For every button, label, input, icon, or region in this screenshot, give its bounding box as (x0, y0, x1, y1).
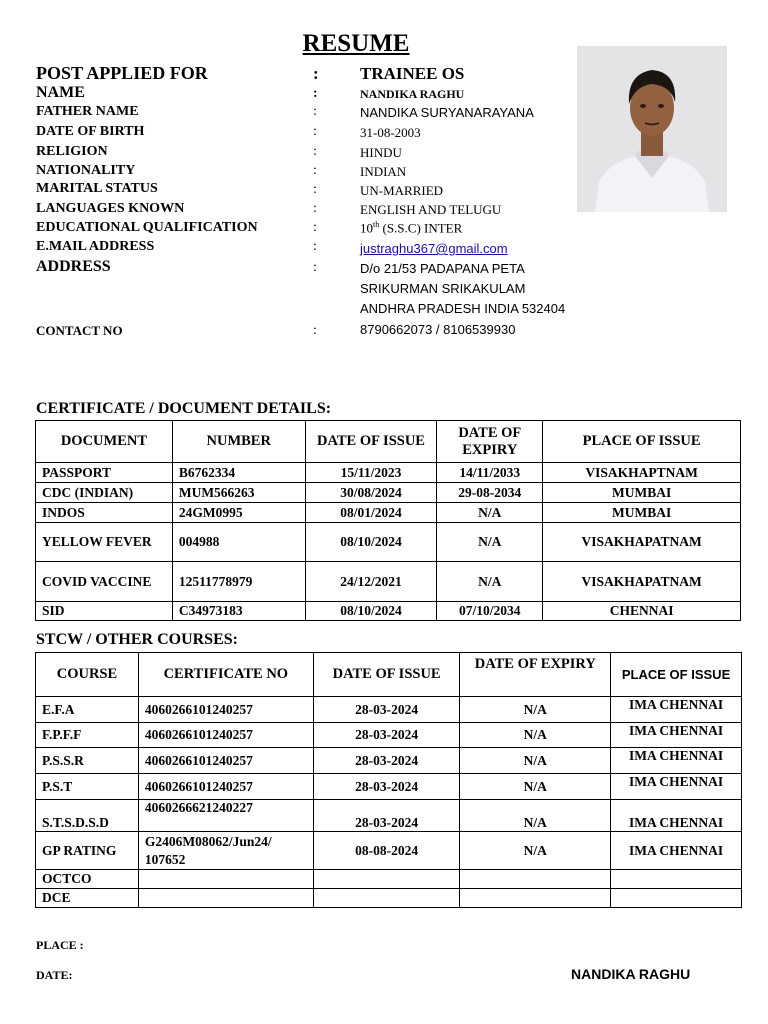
document-issue-date: 08/10/2024 (305, 602, 437, 621)
courses-section-title: STCW / OTHER COURSES: (36, 631, 238, 648)
document-number: B6762334 (172, 463, 305, 483)
education-value-sup: th (373, 220, 380, 229)
father-name-value: NANDIKA SURYANARAYANA (360, 105, 534, 120)
document-issue-date: 08/10/2024 (305, 523, 437, 562)
table-row (36, 748, 742, 774)
course-certificate-no: 4060266101240257 (138, 748, 313, 774)
document-number: 24GM0995 (172, 503, 305, 523)
courses-header-row (36, 653, 742, 697)
course-place: IMA CHENNAI (611, 697, 742, 723)
header-date-of-expiry: DATE OF EXPIRY (460, 653, 611, 697)
colon: : (313, 182, 317, 197)
colon: : (313, 239, 317, 254)
table-row (36, 870, 742, 889)
document-place: VISAKHAPATNAM (543, 562, 741, 602)
document-issue-date: 15/11/2023 (305, 463, 437, 483)
document-place: MUMBAI (543, 483, 741, 503)
document-issue-date: 30/08/2024 (305, 483, 437, 503)
course-issue-date: 28-03-2024 (313, 697, 460, 723)
course-expiry-date: N/A (460, 723, 611, 748)
table-row (36, 523, 741, 562)
religion-label: RELIGION (36, 144, 108, 159)
contact-label: CONTACT NO (36, 323, 123, 338)
languages-label: LANGUAGES KNOWN (36, 201, 185, 216)
table-row (36, 832, 742, 870)
table-row (36, 562, 741, 602)
colon: : (313, 104, 317, 119)
marital-status-label: MARITAL STATUS (36, 181, 158, 196)
colon: : (313, 201, 317, 216)
header-date-of-issue: DATE OF ISSUE (313, 653, 460, 697)
course-certificate-no: 4060266101240257 (138, 723, 313, 748)
colon: : (313, 163, 317, 178)
course-place: IMA CHENNAI (611, 774, 742, 800)
document-name: INDOS (36, 503, 173, 523)
post-applied-label: POST APPLIED FOR (36, 63, 208, 83)
document-number: 12511778979 (172, 562, 305, 602)
marital-status-value: UN-MARRIED (360, 183, 444, 198)
course-place: IMA CHENNAI (611, 748, 742, 774)
father-name-label: FATHER NAME (36, 104, 139, 119)
course-issue-date (313, 889, 460, 908)
date-label: DATE: (36, 968, 73, 982)
document-name: CDC (INDIAN) (36, 483, 173, 503)
table-row (36, 463, 741, 483)
course-name: P.S.S.R (36, 748, 139, 774)
colon: : (313, 220, 317, 235)
colon: : (313, 323, 317, 338)
name-label: NAME (36, 84, 85, 101)
header-date-of-issue: DATE OF ISSUE (305, 421, 437, 463)
document-issue-date: 08/01/2024 (305, 503, 437, 523)
document-expiry-date: N/A (437, 503, 543, 523)
languages-value: ENGLISH AND TELUGU (360, 202, 502, 217)
course-place (611, 870, 742, 889)
documents-header-row (36, 421, 741, 463)
post-applied-value: TRAINEE OS (360, 64, 465, 83)
document-place: VISAKHAPTNAM (543, 463, 741, 483)
document-name: PASSPORT (36, 463, 173, 483)
course-certificate-no: G2406M08062/Jun24/ 107652 (138, 832, 313, 870)
course-expiry-date: N/A (460, 832, 611, 870)
course-name: P.S.T (36, 774, 139, 800)
document-name: SID (36, 602, 173, 621)
course-issue-date: 28-03-2024 (313, 800, 460, 832)
course-place: IMA CHENNAI (611, 723, 742, 748)
signature-name: NANDIKA RAGHU (571, 966, 691, 982)
education-value (360, 220, 462, 236)
document-name: YELLOW FEVER (36, 523, 173, 562)
course-certificate-no: 4060266101240257 (138, 774, 313, 800)
email-link[interactable]: justraghu367@gmail.com (360, 241, 508, 256)
documents-section-title: CERTIFICATE / DOCUMENT DETAILS: (36, 400, 332, 417)
education-label: EDUCATIONAL QUALIFICATION (36, 220, 258, 235)
document-expiry-date: 14/11/2033 (437, 463, 543, 483)
course-name: GP RATING (36, 832, 139, 870)
header-number: NUMBER (172, 421, 305, 463)
table-row (36, 889, 742, 908)
email-label: E.MAIL ADDRESS (36, 239, 155, 254)
course-place: IMA CHENNAI (611, 832, 742, 870)
name-value: NANDIKA RAGHU (360, 87, 465, 101)
page-title: RESUME (302, 30, 410, 57)
course-issue-date: 28-03-2024 (313, 748, 460, 774)
document-name: COVID VACCINE (36, 562, 173, 602)
course-expiry-date: N/A (460, 800, 611, 832)
colon: : (313, 144, 317, 159)
colon: : (313, 86, 318, 101)
course-certificate-no: 4060266101240257 (138, 697, 313, 723)
course-name: OCTCO (36, 870, 139, 889)
colon: : (313, 64, 319, 83)
address-line-2: SRIKURMAN SRIKAKULAM (360, 281, 526, 296)
document-number: C34973183 (172, 602, 305, 621)
passport-photo (577, 46, 727, 212)
dob-label: DATE OF BIRTH (36, 124, 145, 139)
header-place-of-issue: PLACE OF ISSUE (611, 653, 742, 697)
document-expiry-date: N/A (437, 523, 543, 562)
course-name: F.P.F.F (36, 723, 139, 748)
contact-value: 8790662073 / 8106539930 (360, 322, 516, 337)
course-expiry-date: N/A (460, 697, 611, 723)
colon: : (313, 260, 317, 275)
document-expiry-date: 07/10/2034 (437, 602, 543, 621)
header-date-of-expiry: DATE OF EXPIRY (437, 421, 543, 463)
course-issue-date: 08-08-2024 (313, 832, 460, 870)
header-document: DOCUMENT (36, 421, 173, 463)
colon: : (313, 124, 317, 139)
course-expiry-date: N/A (460, 774, 611, 800)
person-photo-icon (577, 46, 727, 212)
course-issue-date: 28-03-2024 (313, 774, 460, 800)
table-row (36, 723, 742, 748)
nationality-value: INDIAN (360, 164, 407, 179)
course-certificate-no (138, 889, 313, 908)
course-place: IMA CHENNAI (611, 800, 742, 832)
documents-table (35, 420, 741, 621)
course-expiry-date: N/A (460, 748, 611, 774)
course-expiry-date (460, 870, 611, 889)
header-place-of-issue: PLACE OF ISSUE (543, 421, 741, 463)
document-expiry-date: N/A (437, 562, 543, 602)
table-row (36, 697, 742, 723)
document-number: 004988 (172, 523, 305, 562)
table-row (36, 503, 741, 523)
document-place: CHENNAI (543, 602, 741, 621)
education-value-rest: (S.S.C) INTER (379, 220, 463, 236)
course-place (611, 889, 742, 908)
address-label: ADDRESS (36, 258, 111, 275)
course-name: DCE (36, 889, 139, 908)
address-line-3: ANDHRA PRADESH INDIA 532404 (360, 301, 566, 316)
table-row (36, 483, 741, 503)
course-name: S.T.S.D.S.D (36, 800, 139, 832)
course-certificate-no (138, 870, 313, 889)
course-expiry-date (460, 889, 611, 908)
table-row (36, 602, 741, 621)
address-line-1: D/o 21/53 PADAPANA PETA (360, 261, 525, 276)
course-issue-date (313, 870, 460, 889)
header-course: COURSE (36, 653, 139, 697)
table-row (36, 800, 742, 832)
document-number: MUM566263 (172, 483, 305, 503)
education-value-num: 10 (360, 220, 373, 236)
table-row (36, 774, 742, 800)
course-issue-date: 28-03-2024 (313, 723, 460, 748)
nationality-label: NATIONALITY (36, 163, 136, 178)
religion-value: HINDU (360, 145, 402, 160)
course-name: E.F.A (36, 697, 139, 723)
document-place: VISAKHAPATNAM (543, 523, 741, 562)
document-issue-date: 24/12/2021 (305, 562, 437, 602)
dob-value: 31-08-2003 (360, 125, 421, 140)
header-certificate-no: CERTIFICATE NO (138, 653, 313, 697)
course-certificate-no: 4060266621240227 (138, 800, 313, 832)
document-place: MUMBAI (543, 503, 741, 523)
document-expiry-date: 29-08-2034 (437, 483, 543, 503)
place-label: PLACE : (36, 938, 84, 952)
courses-table (35, 652, 742, 908)
